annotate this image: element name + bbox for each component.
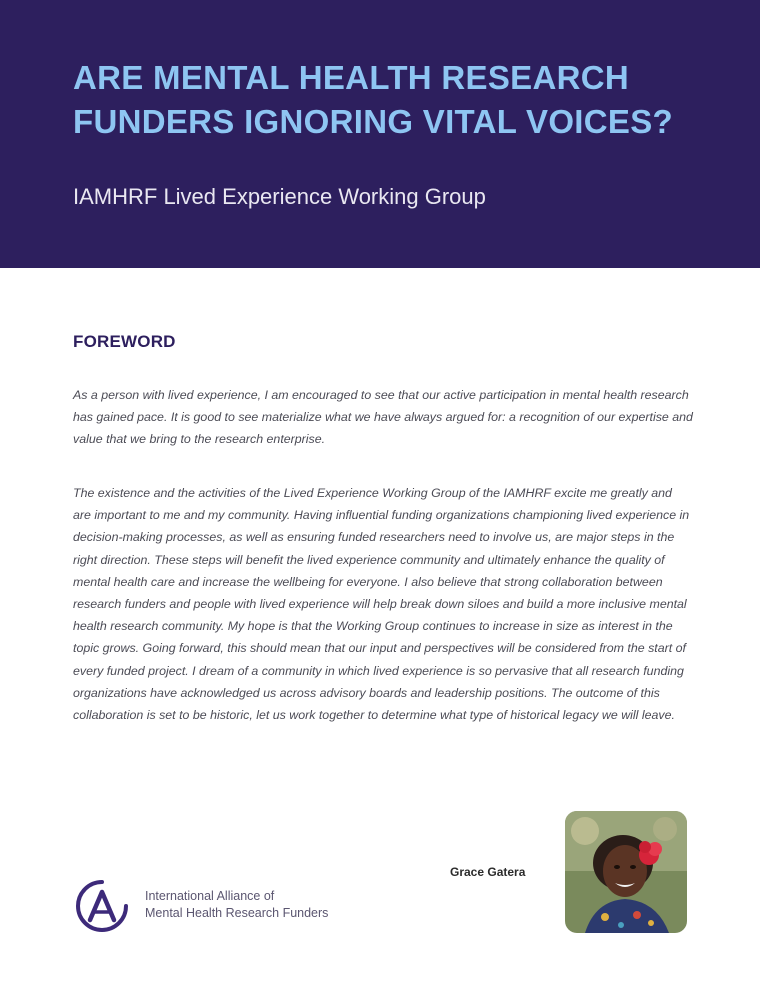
organization-name bbox=[145, 888, 328, 922]
iamhrf-logo-icon bbox=[73, 876, 131, 932]
header-banner bbox=[0, 0, 760, 268]
document-subtitle: IAMHRF Lived Experience Working Group bbox=[73, 184, 486, 209]
section-heading-foreword: FOREWORD bbox=[73, 332, 176, 351]
author-portrait-illustration bbox=[565, 811, 687, 933]
organization-name-line-1: International Alliance of bbox=[145, 889, 275, 903]
organization-name-line-2: Mental Health Research Funders bbox=[145, 906, 329, 920]
author-photo bbox=[565, 811, 687, 933]
foreword-paragraph-1: As a person with lived experience, I am encouraged to see that our active participation in mental health research has gained pace. It is good to see materialize what we have always argued for: a recognition of our expertise and value that we bring to the research enterprise. bbox=[73, 388, 693, 447]
foreword-paragraph-2: The existence and the activities of the Lived Experience Working Group of the IAMHRF excite me greatly and are important to me and my community. Having influential funding organizations championing lived experience in decision-making processes, as well as ensuring funded researchers need to involve us, are major steps in the right direction. These steps will benefit the lived experience community and ultimately enhance the quality of mental health care and increase the wellbeing for everyone. I also believe that strong collaboration between research funders and people with lived experience will help break down siloes and build a more inclusive mental health research community. My hope is that the Working Group continues to increase in size as interest in the topic grows. Going forward, this should mean that our input and perspectives will be considered from the start of every funded project. I dream of a community in which lived experience is so pervasive that all research funding organizations have acknowledged us across advisory boards and leadership positions. The outcome of this collaboration is set to be historic, let us work together to determine what type of historical legacy we will leave. bbox=[73, 486, 690, 723]
document-title: ARE MENTAL HEALTH RESEARCH FUNDERS IGNORING VITAL VOICES? bbox=[73, 59, 673, 140]
signatory-name: Grace Gatera bbox=[450, 865, 526, 879]
